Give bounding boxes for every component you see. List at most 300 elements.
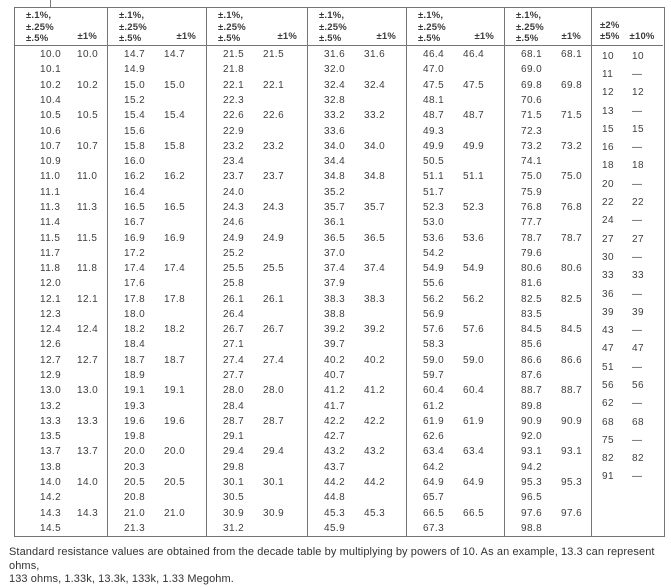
table-row: [592, 358, 663, 376]
table-row: [15, 47, 107, 62]
fine-value-cell: 48.7: [423, 110, 445, 122]
table-row: [207, 108, 307, 123]
tolerance-header: [308, 8, 406, 46]
fine-value-cell: 34.8: [324, 171, 346, 183]
fine-value-cell: 41.2: [324, 385, 346, 397]
table-row: [15, 307, 107, 322]
tolerance-label: ±.25%: [26, 21, 54, 33]
fine-value-cell: 19.6: [124, 415, 146, 427]
fine-value-cell: 71.5: [521, 110, 543, 122]
table-row: [207, 353, 307, 368]
e12-value-cell: —: [632, 288, 643, 300]
table-row: [15, 429, 107, 444]
fine-value-cell: 81.6: [521, 278, 543, 290]
one-percent-value-cell: 95.3: [561, 477, 583, 489]
table-row: [308, 505, 406, 520]
fine-value-cell: 84.5: [521, 324, 543, 336]
fine-value-cell: 20.0: [124, 446, 146, 458]
table-row: [207, 154, 307, 169]
fine-value-cell: 23.4: [223, 156, 245, 168]
table-row: [207, 337, 307, 352]
table-row: [15, 276, 107, 291]
one-percent-value-cell: 57.6: [463, 324, 485, 336]
one-percent-value-cell: 30.9: [263, 507, 285, 519]
table-row: [308, 398, 406, 413]
standard-resistance-decade-table: [14, 7, 665, 537]
table-row: [207, 276, 307, 291]
table-row: [592, 138, 663, 156]
fine-value-cell: 20.8: [124, 492, 146, 504]
table-row: [108, 246, 206, 261]
one-percent-value-cell: 29.4: [263, 446, 285, 458]
one-percent-label: ±1%: [376, 31, 396, 42]
table-row: [407, 460, 504, 475]
table-row: [108, 108, 206, 123]
e12-value-cell: —: [632, 251, 643, 263]
e12-value-cell: —: [632, 105, 643, 117]
table-row: [108, 215, 206, 230]
e12-value-cell: —: [632, 434, 643, 446]
one-percent-value-cell: 60.4: [463, 385, 485, 397]
fine-value-cell: 15.4: [124, 110, 146, 122]
one-percent-value-cell: 71.5: [561, 110, 583, 122]
table-row: [308, 460, 406, 475]
fine-value-cell: 21.3: [124, 522, 146, 534]
fine-value-cell: 18.7: [124, 354, 146, 366]
fine-value-cell: 15.6: [124, 125, 146, 137]
e12-value-cell: 15: [632, 123, 644, 135]
table-row: [592, 157, 663, 175]
one-percent-value-cell: 16.5: [164, 201, 186, 213]
table-row: [592, 321, 663, 339]
table-row: [15, 414, 107, 429]
one-percent-value-cell: 51.1: [463, 171, 485, 183]
table-row: [505, 200, 591, 215]
e24-value-cell: 68: [602, 416, 614, 428]
tolerance-label: ±.1%,: [319, 10, 345, 21]
fine-value-cell: 49.3: [423, 125, 445, 137]
table-row: [15, 322, 107, 337]
table-row: [505, 337, 591, 352]
e24-value-cell: 24: [602, 215, 614, 227]
table-row: [592, 230, 663, 248]
table-row: [308, 307, 406, 322]
one-percent-label: ±1%: [561, 31, 581, 42]
fine-value-cell: 21.5: [223, 49, 245, 61]
one-percent-value-cell: 13.7: [77, 446, 99, 458]
tolerance-header: [407, 8, 504, 46]
fine-value-cell: 29.4: [223, 446, 245, 458]
one-percent-value-cell: 75.0: [561, 171, 583, 183]
value-rows: [108, 46, 206, 536]
tolerance-header: [207, 8, 307, 46]
one-percent-value-cell: 21.0: [164, 507, 186, 519]
table-row: [592, 212, 663, 230]
table-row: [407, 47, 504, 62]
one-percent-value-cell: 11.0: [77, 171, 98, 183]
table-row: [15, 230, 107, 245]
e12-value-cell: 18: [632, 160, 644, 172]
one-percent-value-cell: 14.7: [164, 49, 186, 61]
table-row: [308, 383, 406, 398]
one-percent-value-cell: 10.7: [77, 140, 99, 152]
fine-value-cell: 62.6: [423, 431, 445, 443]
fine-value-cell: 31.2: [223, 522, 245, 534]
table-row: [207, 322, 307, 337]
table-row: [15, 108, 107, 123]
table-row: [15, 460, 107, 475]
e12-value-cell: —: [632, 361, 643, 373]
tolerance-label: ±.1%,: [218, 10, 244, 21]
fine-value-cell: 35.7: [324, 201, 346, 213]
table-row: [15, 444, 107, 459]
fine-value-cell: 16.2: [124, 171, 146, 183]
one-percent-value-cell: 30.1: [263, 477, 285, 489]
fine-value-cell: 11.8: [40, 263, 61, 275]
e24-value-cell: 43: [602, 325, 614, 337]
table-row: [407, 246, 504, 261]
one-percent-value-cell: 41.2: [364, 385, 386, 397]
fine-value-cell: 54.2: [423, 247, 445, 259]
fine-value-cell: 11.5: [40, 232, 61, 244]
fine-value-cell: 14.2: [40, 492, 62, 504]
tolerance-label: ±.25%: [418, 21, 446, 33]
fine-value-cell: 56.9: [423, 308, 445, 320]
table-row: [592, 285, 663, 303]
coarse-tolerance-header: [592, 8, 663, 46]
five-ten-percent-labels: [600, 31, 655, 42]
one-percent-value-cell: 86.6: [561, 354, 583, 366]
one-percent-value-cell: 14.3: [77, 507, 99, 519]
e24-value-cell: 91: [602, 471, 614, 483]
one-percent-label: ±1%: [77, 31, 97, 42]
fine-value-cell: 83.5: [521, 308, 543, 320]
fine-value-cell: 15.0: [124, 79, 146, 91]
tolerance-label: ±.5%: [119, 33, 142, 44]
one-percent-value-cell: 12.7: [77, 354, 99, 366]
fine-value-cell: 14.0: [40, 477, 62, 489]
one-percent-value-cell: 43.2: [364, 446, 386, 458]
one-percent-value-cell: 44.2: [364, 477, 386, 489]
one-percent-value-cell: 10.5: [77, 110, 99, 122]
one-percent-value-cell: 31.6: [364, 49, 386, 61]
fine-value-cell: 69.0: [521, 64, 543, 76]
decade-column-group: [308, 8, 407, 536]
table-row: [207, 246, 307, 261]
one-percent-value-cell: 19.1: [164, 385, 186, 397]
e24-column-group: [592, 8, 663, 536]
fine-value-cell: 35.2: [324, 186, 346, 198]
table-row: [592, 267, 663, 285]
one-percent-value-cell: 24.3: [263, 201, 285, 213]
one-percent-value-cell: 18.7: [164, 354, 186, 366]
table-row: [15, 169, 107, 184]
fine-value-cell: 57.6: [423, 324, 445, 336]
fine-value-cell: 65.7: [423, 492, 445, 504]
one-percent-value-cell: 16.9: [164, 232, 186, 244]
table-row: [505, 246, 591, 261]
fine-value-cell: 76.8: [521, 201, 543, 213]
fine-value-cell: 11.4: [40, 217, 61, 229]
table-row: [505, 292, 591, 307]
table-row: [407, 353, 504, 368]
tolerance-header: [108, 8, 206, 46]
table-row: [207, 383, 307, 398]
table-row: [108, 47, 206, 62]
e12-value-cell: 33: [632, 270, 644, 282]
fine-value-cell: 32.8: [324, 94, 346, 106]
one-percent-value-cell: 52.3: [463, 201, 485, 213]
one-percent-label: ±1%: [277, 31, 297, 42]
one-percent-value-cell: 76.8: [561, 201, 583, 213]
fine-value-cell: 26.4: [223, 308, 245, 320]
fine-value-cell: 50.5: [423, 156, 445, 168]
fine-value-cell: 70.6: [521, 94, 543, 106]
table-row: [308, 368, 406, 383]
fine-value-cell: 22.6: [223, 110, 245, 122]
fine-value-cell: 10.7: [40, 140, 62, 152]
table-row: [407, 276, 504, 291]
fine-value-cell: 23.2: [223, 140, 245, 152]
table-row: [592, 175, 663, 193]
fine-value-cell: 18.0: [124, 308, 146, 320]
table-row: [15, 490, 107, 505]
fine-value-cell: 18.9: [124, 370, 146, 382]
one-percent-value-cell: 15.8: [164, 140, 186, 152]
fine-value-cell: 31.6: [324, 49, 346, 61]
one-percent-value-cell: 45.3: [364, 507, 386, 519]
table-row: [308, 47, 406, 62]
fine-value-cell: 16.9: [124, 232, 146, 244]
table-row: [308, 154, 406, 169]
table-row: [15, 398, 107, 413]
fine-value-cell: 21.0: [124, 507, 146, 519]
table-row: [407, 78, 504, 93]
table-row: [407, 108, 504, 123]
table-row: [592, 84, 663, 102]
fine-value-cell: 78.7: [521, 232, 543, 244]
table-row: [308, 292, 406, 307]
table-row: [15, 78, 107, 93]
fine-value-cell: 27.1: [223, 339, 245, 351]
footnote: [9, 546, 664, 587]
e24-value-cell: 82: [602, 453, 614, 465]
e12-value-cell: 22: [632, 197, 644, 209]
one-percent-value-cell: 56.2: [463, 293, 485, 305]
fine-value-cell: 12.0: [40, 278, 62, 290]
fine-value-cell: 27.4: [223, 354, 245, 366]
tolerance-header: [505, 8, 591, 46]
tolerance-label: ±.1%,: [418, 10, 444, 21]
one-percent-value-cell: 78.7: [561, 232, 583, 244]
table-row: [108, 475, 206, 490]
e24-value-cell: 33: [602, 270, 614, 282]
table-row: [505, 505, 591, 520]
table-row: [108, 368, 206, 383]
table-row: [308, 62, 406, 77]
fine-value-cell: 47.5: [423, 79, 445, 91]
table-row: [15, 154, 107, 169]
table-row: [407, 93, 504, 108]
table-row: [592, 248, 663, 266]
table-row: [505, 383, 591, 398]
table-row: [308, 276, 406, 291]
table-row: [407, 62, 504, 77]
one-percent-value-cell: 34.8: [364, 171, 386, 183]
fine-value-cell: 75.0: [521, 171, 543, 183]
table-row: [308, 185, 406, 200]
table-row: [308, 78, 406, 93]
table-row: [407, 444, 504, 459]
table-row: [505, 444, 591, 459]
tolerance-label: ±.25%: [516, 21, 544, 33]
table-row: [308, 93, 406, 108]
table-row: [592, 395, 663, 413]
table-row: [108, 307, 206, 322]
table-row: [505, 62, 591, 77]
table-row: [308, 215, 406, 230]
one-percent-value-cell: 17.4: [164, 263, 186, 275]
e24-value-cell: 36: [602, 288, 614, 300]
table-row: [207, 169, 307, 184]
e12-value-cell: 47: [632, 343, 644, 355]
table-row: [505, 154, 591, 169]
fine-value-cell: 14.9: [124, 64, 146, 76]
fine-value-cell: 69.8: [521, 79, 543, 91]
fine-value-cell: 20.5: [124, 477, 146, 489]
one-percent-value-cell: 19.6: [164, 415, 186, 427]
one-percent-value-cell: 17.8: [164, 293, 186, 305]
fine-value-cell: 53.0: [423, 217, 445, 229]
fine-value-cell: 23.7: [223, 171, 245, 183]
table-row: [108, 123, 206, 138]
one-percent-value-cell: 61.9: [463, 415, 485, 427]
footnote-line-2: 133 ohms, 1.33k, 13.3k, 133k, 1.33 Megohm.: [9, 573, 234, 585]
fine-value-cell: 17.6: [124, 278, 146, 290]
one-percent-value-cell: 26.7: [263, 324, 285, 336]
e24-value-cell: 12: [602, 87, 614, 99]
table-row: [407, 154, 504, 169]
table-row: [207, 93, 307, 108]
one-percent-value-cell: 22.6: [263, 110, 285, 122]
fine-value-cell: 28.4: [223, 400, 245, 412]
fine-value-cell: 12.3: [40, 308, 62, 320]
fine-value-cell: 17.4: [124, 263, 146, 275]
fine-value-cell: 82.5: [521, 293, 543, 305]
one-percent-value-cell: 15.4: [164, 110, 186, 122]
fine-value-cell: 14.3: [40, 507, 62, 519]
ten-percent-label: ±10%: [629, 31, 655, 42]
fine-value-cell: 13.2: [40, 400, 62, 412]
table-row: [308, 200, 406, 215]
fine-value-cell: 86.6: [521, 354, 543, 366]
table-row: [15, 246, 107, 261]
fine-value-cell: 37.4: [324, 263, 346, 275]
fine-value-cell: 12.9: [40, 370, 62, 382]
one-percent-value-cell: 15.0: [164, 79, 186, 91]
table-row: [207, 398, 307, 413]
table-row: [108, 383, 206, 398]
fine-value-cell: 92.0: [521, 431, 543, 443]
fine-value-cell: 30.5: [223, 492, 245, 504]
fine-value-cell: 17.8: [124, 293, 146, 305]
one-percent-value-cell: 38.3: [364, 293, 386, 305]
fine-value-cell: 12.1: [40, 293, 62, 305]
table-row: [505, 521, 591, 536]
fine-value-cell: 24.6: [223, 217, 245, 229]
one-percent-value-cell: 24.9: [263, 232, 285, 244]
table-row: [407, 139, 504, 154]
table-row: [505, 460, 591, 475]
table-row: [592, 65, 663, 83]
table-row: [308, 322, 406, 337]
one-percent-value-cell: 33.2: [364, 110, 386, 122]
e12-value-cell: 27: [632, 233, 644, 245]
decade-column-group: [108, 8, 207, 536]
footnote-line-1: Standard resistance values are obtained from the decade table by multiplying by powers of 10. As an example, 13.3 can represent ohms,: [9, 546, 655, 572]
value-rows: [505, 46, 591, 536]
value-rows: [407, 46, 504, 536]
table-row: [592, 413, 663, 431]
table-row: [505, 307, 591, 322]
fine-value-cell: 13.5: [40, 431, 62, 443]
table-row: [505, 139, 591, 154]
fine-value-cell: 19.1: [124, 385, 146, 397]
one-percent-value-cell: 54.9: [463, 263, 485, 275]
fine-value-cell: 55.6: [423, 278, 445, 290]
table-row: [592, 340, 663, 358]
table-row: [308, 246, 406, 261]
fine-value-cell: 32.4: [324, 79, 346, 91]
table-row: [207, 444, 307, 459]
table-row: [108, 322, 206, 337]
table-row: [207, 62, 307, 77]
fine-value-cell: 49.9: [423, 140, 445, 152]
fine-tolerance-labels: [516, 10, 544, 45]
fine-value-cell: 19.3: [124, 400, 146, 412]
table-row: [15, 353, 107, 368]
fine-value-cell: 25.2: [223, 247, 245, 259]
fine-value-cell: 24.3: [223, 201, 245, 213]
tolerance-label: ±.5%: [319, 33, 342, 44]
fine-value-cell: 58.3: [423, 339, 445, 351]
fine-value-cell: 56.2: [423, 293, 445, 305]
table-row: [505, 322, 591, 337]
table-row: [592, 303, 663, 321]
fine-value-cell: 20.3: [124, 461, 146, 473]
fine-value-cell: 38.8: [324, 308, 346, 320]
table-row: [108, 93, 206, 108]
one-percent-value-cell: 28.7: [263, 415, 285, 427]
fine-value-cell: 30.9: [223, 507, 245, 519]
table-row: [407, 475, 504, 490]
fine-value-cell: 41.7: [324, 400, 346, 412]
fine-value-cell: 17.2: [124, 247, 146, 259]
table-row: [207, 123, 307, 138]
fine-value-cell: 44.2: [324, 477, 346, 489]
fine-value-cell: 42.2: [324, 415, 346, 427]
fine-value-cell: 37.9: [324, 278, 346, 290]
one-percent-value-cell: 49.9: [463, 140, 485, 152]
one-percent-value-cell: 59.0: [463, 354, 485, 366]
fine-tolerance-labels: [26, 10, 54, 45]
table-row: [108, 139, 206, 154]
fine-value-cell: 59.0: [423, 354, 445, 366]
table-row: [505, 414, 591, 429]
one-percent-value-cell: 90.9: [561, 415, 583, 427]
table-row: [108, 490, 206, 505]
table-row: [15, 337, 107, 352]
